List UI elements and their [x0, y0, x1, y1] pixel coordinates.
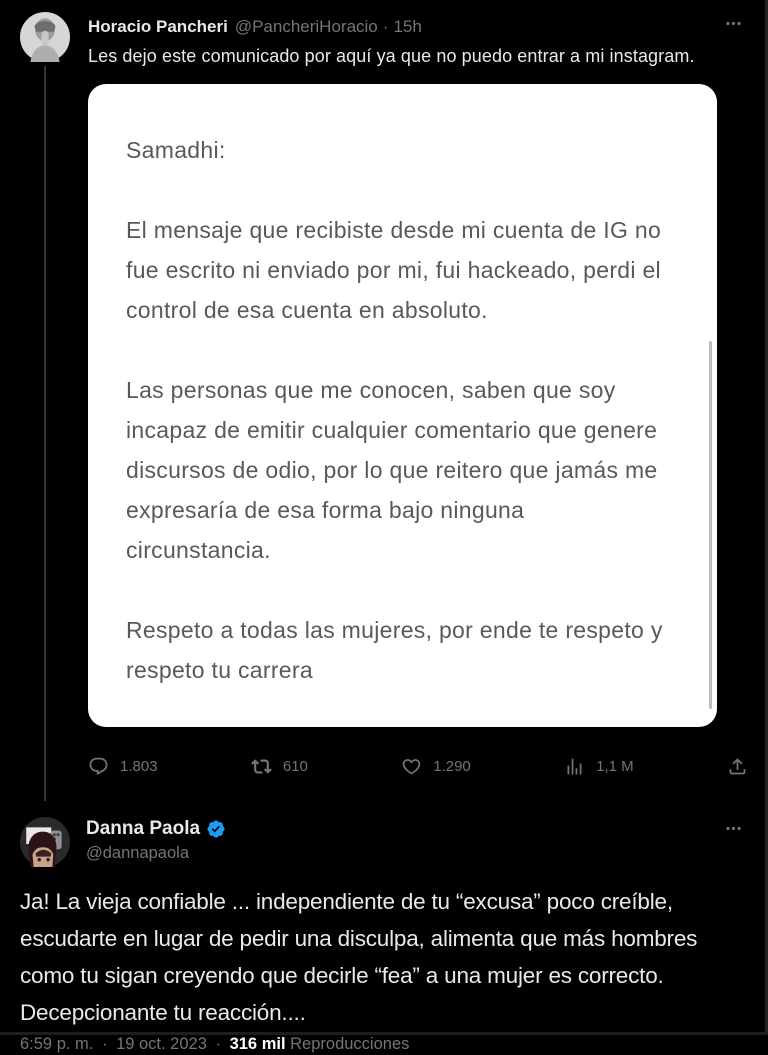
statement-text	[88, 84, 717, 730]
meta-date: 19 oct. 2023	[116, 1035, 207, 1053]
reply-button[interactable]	[88, 756, 158, 777]
avatar-horacio[interactable]	[20, 12, 70, 62]
views-icon	[564, 756, 585, 777]
tweet-horacio-body	[88, 12, 745, 727]
card-scrollbar[interactable]	[709, 341, 712, 709]
like-button[interactable]	[401, 756, 471, 777]
avatar-horacio-photo	[20, 12, 70, 62]
author-handle[interactable]: @PancheriHoracio	[234, 16, 378, 36]
author-name[interactable]: Horacio Pancheri	[88, 16, 228, 36]
views-count: 1,1 M	[596, 757, 634, 775]
reply-icon	[88, 756, 109, 777]
meta-time: 6:59 p. m.	[20, 1035, 94, 1053]
meta-views-label[interactable]: Reproducciones	[290, 1035, 410, 1053]
more-horizontal-icon	[724, 14, 743, 33]
statement-paragraph: Las personas que me conocen, saben que soy incapaz de emitir cualquier comentario que genere discursos de odio, por lo que reitero que jamás me expresaría de esa forma bajo ninguna circunstancia.	[126, 377, 658, 563]
tweet-timestamp[interactable]: 15h	[393, 16, 422, 36]
statement-paragraph: Respeto a todas las mujeres, por ende te respeto y respeto tu carrera	[126, 617, 663, 683]
more-options-button[interactable]	[722, 12, 745, 40]
author-name[interactable]: Danna Paola	[86, 818, 201, 839]
author-handle[interactable]: @dannapaola	[86, 844, 190, 862]
like-count: 1.290	[433, 757, 471, 775]
tweet-horacio-header	[88, 12, 745, 40]
share-button[interactable]	[727, 756, 748, 777]
statement-paragraph: Samadhi:	[126, 137, 226, 163]
avatar-danna[interactable]	[20, 817, 70, 867]
statement-image-card[interactable]	[88, 84, 717, 727]
tweet-meta-row	[20, 1033, 745, 1055]
verified-badge-icon	[206, 819, 226, 839]
separator-dot: ·	[382, 16, 389, 36]
avatar-danna-photo	[20, 817, 70, 867]
tweet-danna-header	[86, 817, 226, 863]
repost-count: 610	[282, 757, 308, 775]
repost-icon	[251, 756, 272, 777]
share-icon	[727, 756, 748, 777]
tweet-action-bar	[88, 751, 748, 781]
tweet-danna	[0, 781, 765, 1055]
views-button[interactable]	[564, 756, 634, 777]
reply-text: Ja! La vieja confiable ... independiente de tu “excusa” poco creíble, escudarte en lugar de pedir una disculpa, alimenta que más hombres como tu sigan creyendo que decirle “fea” a una mujer es correcto. Decepcionante tu reacción....	[20, 889, 698, 1025]
statement-paragraph: El mensaje que recibiste desde mi cuenta de IG no fue escrito ni enviado por mi, fui hackeado, perdi el control de esa cuenta en absoluto.	[126, 217, 662, 323]
more-options-button[interactable]	[722, 817, 745, 845]
reply-count: 1.803	[120, 757, 158, 775]
like-icon	[401, 756, 422, 777]
separator-dot: ·	[215, 1035, 221, 1053]
tweet-text: Les dejo este comunicado por aquí ya que no puedo entrar a mi instagram.	[88, 46, 695, 66]
separator-dot: ·	[101, 1035, 108, 1053]
repost-button[interactable]	[251, 756, 308, 777]
meta-views-count[interactable]: 316 mil	[229, 1035, 286, 1053]
more-horizontal-icon	[724, 819, 743, 838]
